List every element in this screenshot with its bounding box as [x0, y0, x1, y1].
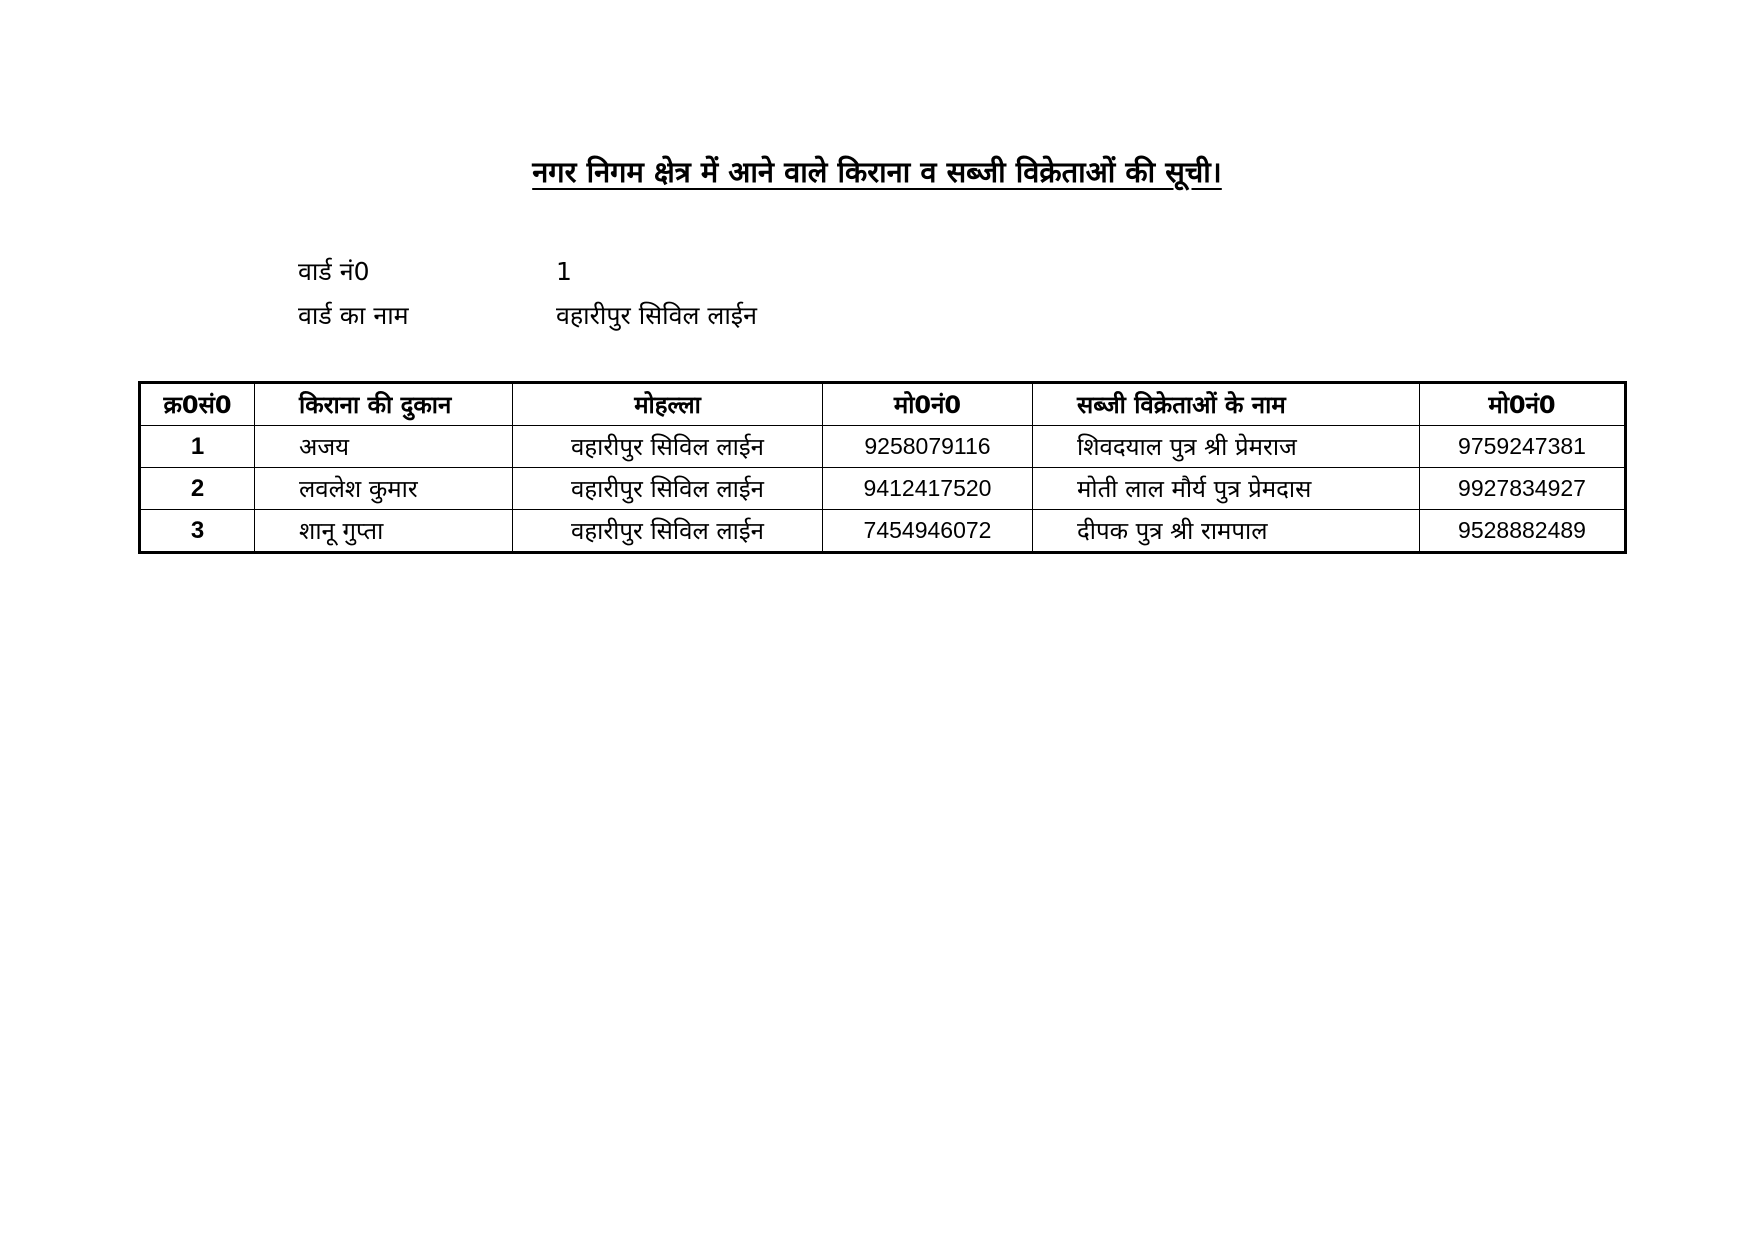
table-row — [140, 510, 1626, 553]
cell-shop-mobile: 7454946072 — [823, 510, 1033, 553]
cell-mohalla: वहारीपुर सिविल लाईन — [513, 510, 823, 553]
cell-grocery-shop: शानू गुप्ता — [255, 510, 513, 553]
header-shop-mobile: मो0नं0 — [823, 383, 1033, 426]
cell-mohalla: वहारीपुर सिविल लाईन — [513, 426, 823, 468]
ward-info — [298, 250, 757, 338]
vendor-table — [138, 381, 1627, 554]
ward-name-value: वहारीपुर सिविल लाईन — [556, 301, 757, 330]
cell-vendor-mobile: 9759247381 — [1420, 426, 1626, 468]
cell-serial-number: 1 — [140, 426, 255, 468]
header-vendor-name: सब्जी विक्रेताओं के नाम — [1033, 383, 1420, 426]
table-row — [140, 426, 1626, 468]
cell-vendor-mobile: 9927834927 — [1420, 468, 1626, 510]
cell-vendor-name: शिवदयाल पुत्र श्री प्रेमराज — [1033, 426, 1420, 468]
cell-serial-number: 2 — [140, 468, 255, 510]
header-mohalla: मोहल्ला — [513, 383, 823, 426]
cell-shop-mobile: 9412417520 — [823, 468, 1033, 510]
header-grocery-shop: किराना की दुकान — [255, 383, 513, 426]
cell-vendor-name: मोती लाल मौर्य पुत्र प्रेमदास — [1033, 468, 1420, 510]
ward-number-value: 1 — [556, 257, 572, 286]
table-header-row — [140, 383, 1626, 426]
header-vendor-mobile: मो0नं0 — [1420, 383, 1626, 426]
cell-grocery-shop: अजय — [255, 426, 513, 468]
ward-number-label: वार्ड नं0 — [298, 257, 370, 286]
cell-vendor-name: दीपक पुत्र श्री रामपाल — [1033, 510, 1420, 553]
cell-mohalla: वहारीपुर सिविल लाईन — [513, 468, 823, 510]
table-row — [140, 468, 1626, 510]
ward-number-row — [298, 250, 757, 294]
cell-serial-number: 3 — [140, 510, 255, 553]
ward-name-row — [298, 294, 757, 338]
header-serial-number: क्र0सं0 — [140, 383, 255, 426]
cell-shop-mobile: 9258079116 — [823, 426, 1033, 468]
cell-vendor-mobile: 9528882489 — [1420, 510, 1626, 553]
ward-name-label: वार्ड का नाम — [298, 301, 409, 330]
cell-grocery-shop: लवलेश कुमार — [255, 468, 513, 510]
page-title — [0, 152, 1754, 192]
page-title-text: नगर निगम क्षेत्र में आने वाले किराना व सब्जी विक्रेताओं की सूची। — [532, 155, 1222, 189]
